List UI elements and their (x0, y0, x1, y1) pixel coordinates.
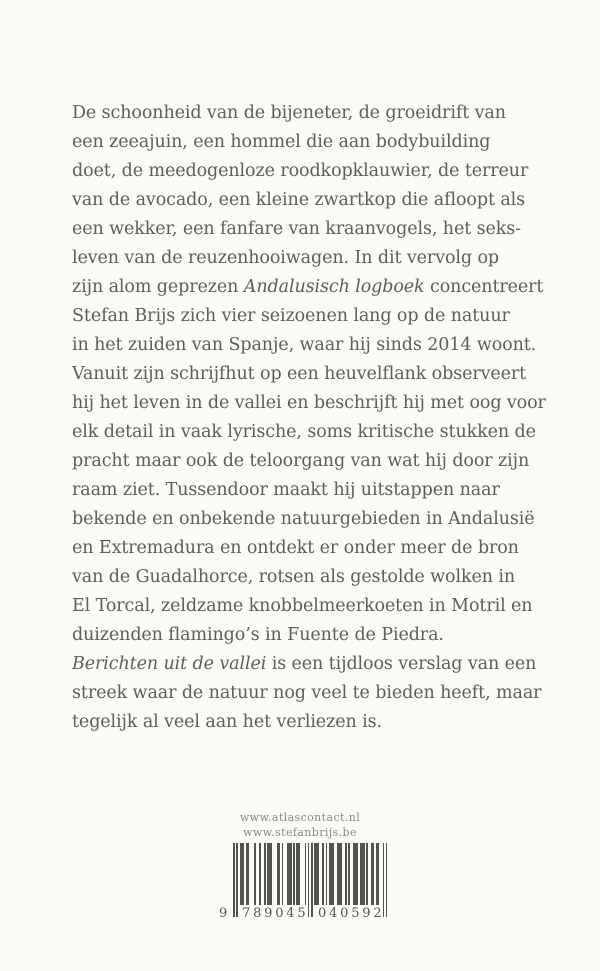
blurb-line: De schoonheid van de bijeneter, de groeidrift van (72, 103, 506, 123)
blurb-line: van de avocado, een kleine zwartkop die afloopt als (72, 190, 526, 210)
blurb-text (72, 99, 546, 737)
website-url-publisher: www.atlascontact.nl (239, 811, 361, 824)
blurb-line: Berichten uit de vallei is een tijdloos verslag van een (72, 654, 537, 674)
blurb-line: pracht maar ook de teloorgang van wat hij door zijn (72, 451, 530, 471)
blurb-line: streek waar de natuur nog veel te bieden heeft, maar (72, 683, 542, 703)
isbn-barcode (219, 843, 388, 931)
blurb-line: tegelijk al veel aan het verliezen is. (72, 712, 382, 732)
blurb-line: duizenden flamingo’s in Fuente de Piedra. (72, 625, 444, 645)
blurb-line: Stefan Brijs zich vier seizoenen lang op de natuur (72, 306, 510, 326)
blurb-line: een zeeajuin, een hommel die aan bodybuilding (72, 132, 491, 152)
blurb-line: van de Guadalhorce, rotsen als gestolde wolken in (72, 567, 516, 587)
blurb-line: Vanuit zijn schrijfhut op een heuvelflank observeert (72, 364, 527, 384)
publisher-websites (0, 810, 600, 840)
barcode-digits-right: 040592 (318, 906, 385, 921)
website-url-author: www.stefanbrijs.be (243, 826, 357, 839)
blurb-line: elk detail in vaak lyrische, soms kritische stukken de (72, 422, 536, 442)
blurb-line: zijn alom geprezen Andalusisch logboek concentreert (72, 277, 544, 297)
blurb-line: een wekker, een fanfare van kraanvogels, het seks- (72, 219, 521, 239)
barcode-digits-left: 789045 (242, 906, 309, 921)
barcode-module (386, 843, 388, 917)
blurb-line: doet, de meedogenloze roodkopklauwier, de terreur (72, 161, 529, 181)
blurb-line: El Torcal, zeldzame knobbelmeerkoeten in Motril en (72, 596, 533, 616)
blurb-line: en Extremadura en ontdekt er onder meer de bron (72, 538, 519, 558)
blurb-line: raam ziet. Tussendoor maakt hij uitstappen naar (72, 480, 500, 500)
blurb-line: leven van de reuzenhooiwagen. In dit vervolg op (72, 248, 500, 268)
blurb-line: in het zuiden van Spanje, waar hij sinds 2014 woont. (72, 335, 537, 355)
blurb-line: hij het leven in de vallei en beschrijft hij met oog voor (72, 393, 546, 413)
blurb-line: bekende en onbekende natuurgebieden in Andalusië (72, 509, 535, 529)
barcode-digit-first: 9 (219, 906, 228, 921)
